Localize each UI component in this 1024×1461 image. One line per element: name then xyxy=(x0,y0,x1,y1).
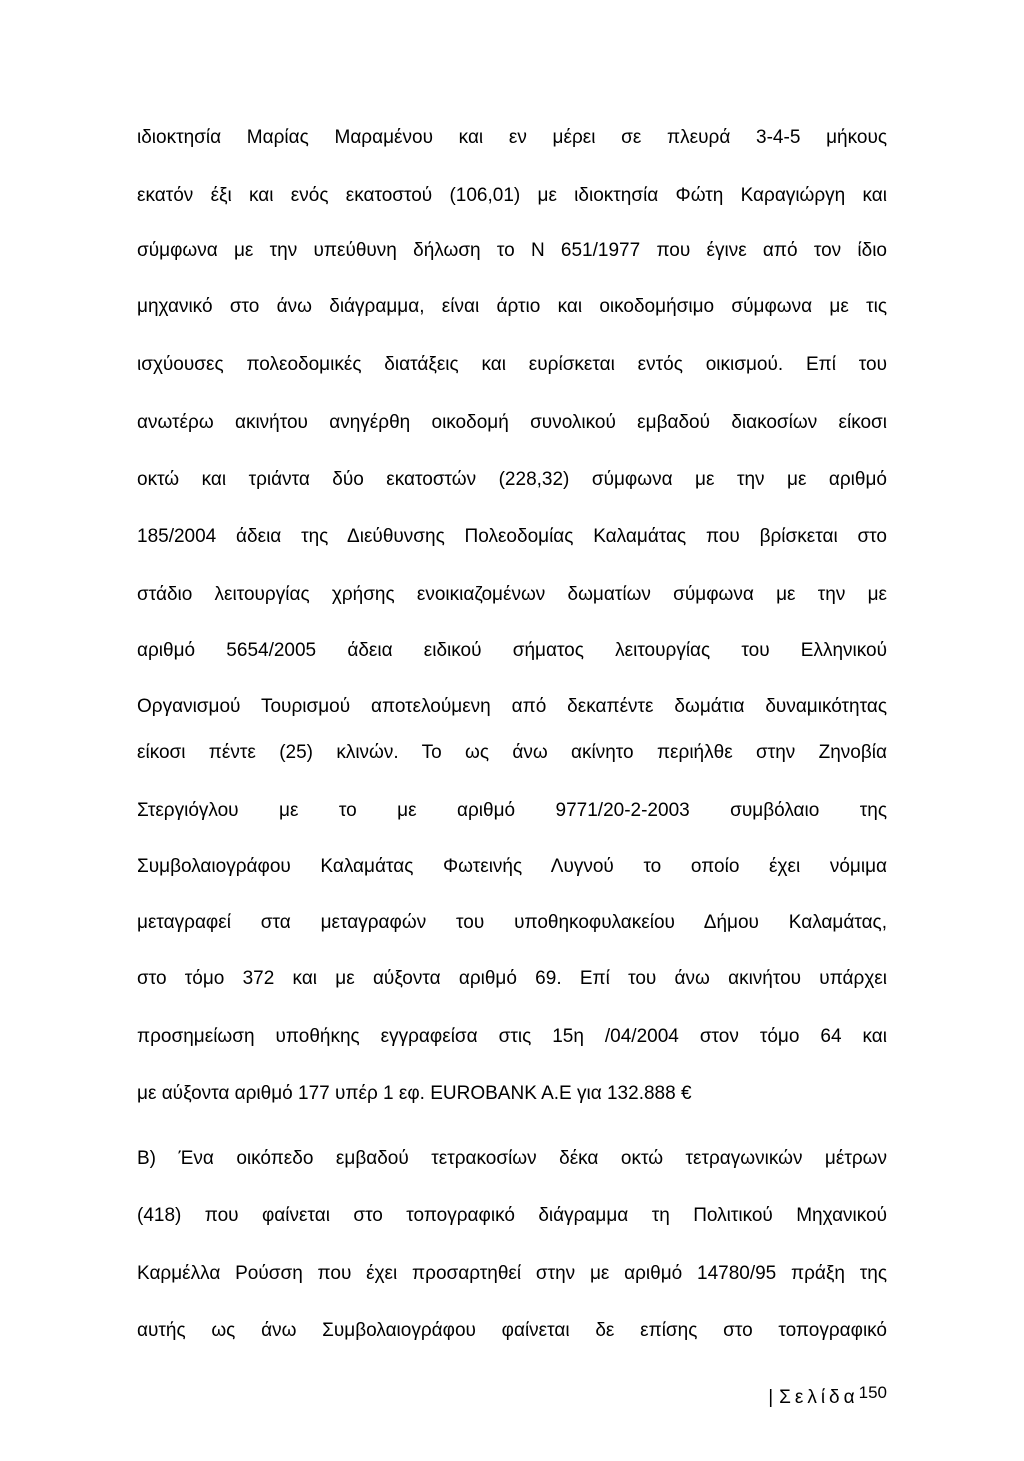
text-line: αυτής ως άνω Συμβολαιογράφου φαίνεται δε επίσης στο τοπογραφικό xyxy=(137,1320,887,1341)
footer-separator: | xyxy=(768,1387,774,1408)
text-line: προσημείωση υποθήκης εγγραφείσα στις 15η /04/2004 στον τόμο 64 και xyxy=(137,1026,887,1047)
text-line: μεταγραφεί στα μεταγραφών του υποθηκοφυλακείου Δήμου Καλαμάτας, xyxy=(137,912,887,933)
text-line: (418) που φαίνεται στο τοπογραφικό διάγραμμα τη Πολιτικού Μηχανικού xyxy=(137,1205,887,1226)
text-line: μηχανικό στο άνω διάγραμμα, είναι άρτιο και οικοδομήσιμο σύμφωνα με τις xyxy=(137,296,887,317)
text-line: ιδιοκτησία Μαρίας Μαραμένου και εν μέρει σε πλευρά 3-4-5 μήκους xyxy=(137,127,887,148)
text-line: Στεργιόγλου με το με αριθμό 9771/20-2-2003 συμβόλαιο της xyxy=(137,800,887,821)
text-line: στο τόμο 372 και με αύξοντα αριθμό 69. Επί του άνω ακινήτου υπάρχει xyxy=(137,968,887,989)
footer-page-label: Σελίδα xyxy=(779,1387,859,1408)
text-line: οκτώ και τριάντα δύο εκατοστών (228,32) σύμφωνα με την με αριθμό xyxy=(137,469,887,490)
text-line: ισχύουσες πολεοδομικές διατάξεις και ευρίσκεται εντός οικισμού. Επί του xyxy=(137,354,887,375)
text-line: είκοσι πέντε (25) κλινών. Το ως άνω ακίνητο περιήλθε στην Ζηνοβία xyxy=(137,742,887,763)
text-line: Καρμέλλα Ρούσση που έχει προσαρτηθεί στην με αριθμό 14780/95 πράξη της xyxy=(137,1263,887,1284)
text-line: σύμφωνα με την υπεύθυνη δήλωση το Ν 651/1977 που έγινε από τον ίδιο xyxy=(137,240,887,261)
text-line: εκατόν έξι και ενός εκατοστού (106,01) με ιδιοκτησία Φώτη Καραγιώργη και xyxy=(137,185,887,206)
text-line: με αύξοντα αριθμό 177 υπέρ 1 εφ. EUROBANK A.E για 132.888 € xyxy=(137,1083,692,1104)
text-line: ανωτέρω ακινήτου ανηγέρθη οικοδομή συνολικού εμβαδού διακοσίων είκοσι xyxy=(137,412,887,433)
footer-page-number: 150 xyxy=(858,1383,887,1402)
text-line: αριθμό 5654/2005 άδεια ειδικού σήματος λειτουργίας του Ελληνικού xyxy=(137,640,887,661)
text-line: Οργανισμού Τουρισμού αποτελούμενη από δεκαπέντε δωμάτια δυναμικότητας xyxy=(137,696,887,717)
text-line: Β) Ένα οικόπεδο εμβαδού τετρακοσίων δέκα οκτώ τετραγωνικών μέτρων xyxy=(137,1148,887,1169)
text-line: στάδιο λειτουργίας χρήσης ενοικιαζομένων δωματίων σύμφωνα με την με xyxy=(137,584,887,605)
text-line: Συμβολαιογράφου Καλαμάτας Φωτεινής Λυγνού το οποίο έχει νόμιμα xyxy=(137,856,887,877)
page-footer xyxy=(768,1380,887,1411)
text-line: 185/2004 άδεια της Διεύθυνσης Πολεοδομίας Καλαμάτας που βρίσκεται στο xyxy=(137,526,887,547)
